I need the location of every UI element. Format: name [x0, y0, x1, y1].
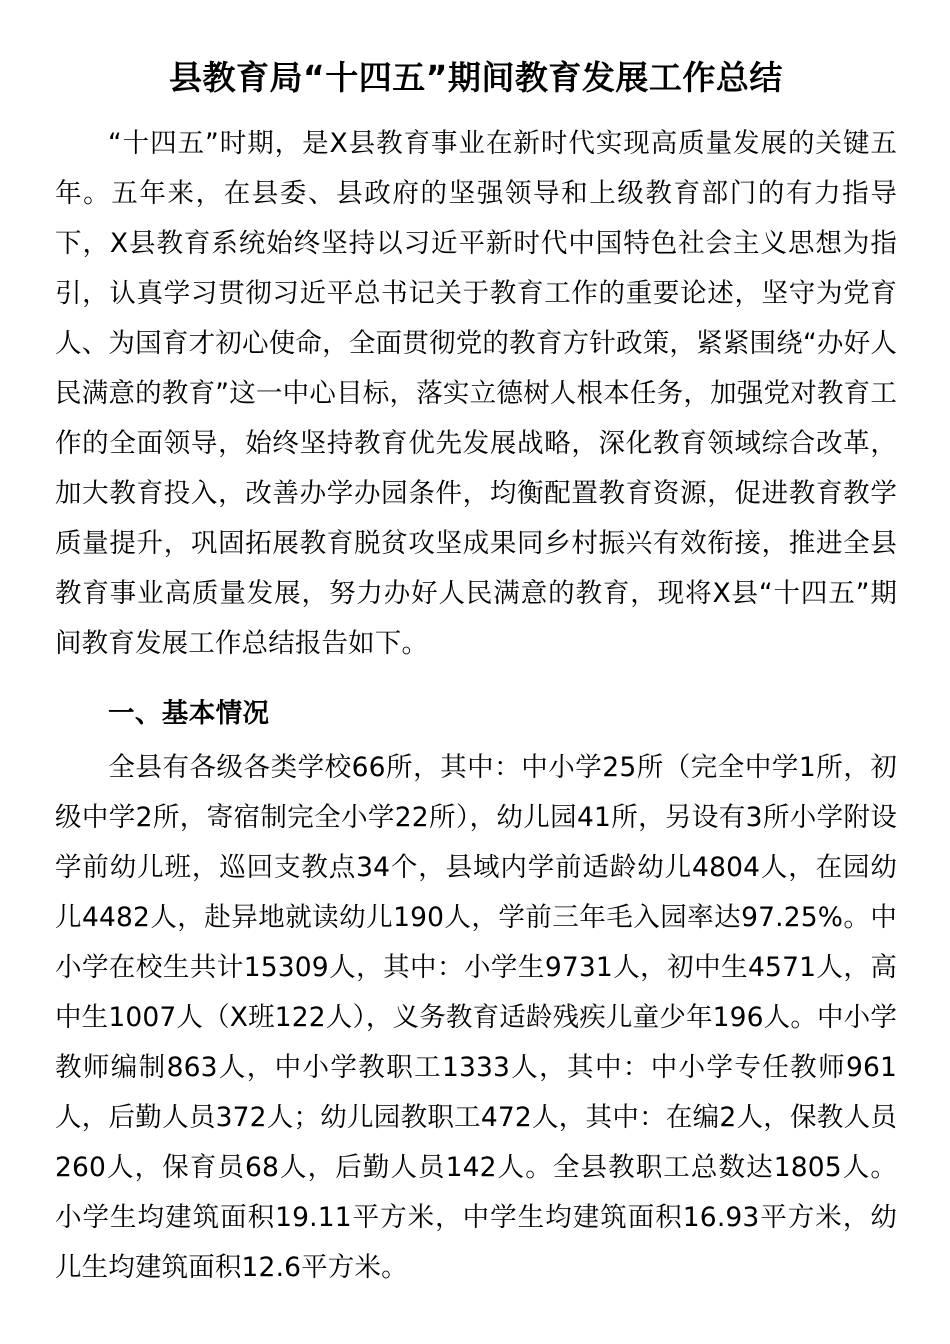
section-paragraph-basic-situation [55, 743, 897, 1293]
document-body [55, 0, 897, 1293]
section-paragraph-text: 全县有各级各类学校66所，其中：中小学25所（完全中学1所，初级中学2所，寄宿制完全小学22所），幼儿园41所，另设有3所小学附设学前幼儿班，巡回支教点34个，县域内学前适龄幼儿4804人，在园幼儿4482人，赴异地就读幼儿190人，学前三年毛入园率达97.25%。中小学在校生共计15309人，其中：小学生9731人，初中生4571人，高中生1007人（X班122人），义务教育适龄残疾儿童少年196人。中小学教师编制863人，中小学教职工1333人，其中：中小学专任教师961人，后勤人员372人；幼儿园教职工472人，其中：在编2人，保教人员260人，保育员68人，后勤人员142人。全县教职工总数达1805人。小学生均建筑面积19.11平方米，中学生均建筑面积16.93平方米，幼儿生均建筑面积12.6平方米。 [55, 752, 897, 1284]
intro-paragraph-text: “十四五”时期，是X县教育事业在新时代实现高质量发展的关键五年。五年来，在县委、县政府的坚强领导和上级教育部门的有力指导下，X县教育系统始终坚持以习近平新时代中国特色社会主义思想为指引，认真学习贯彻习近平总书记关于教育工作的重要论述，坚守为党育人、为国育才初心使命，全面贯彻党的教育方针政策，紧紧围绕“办好人民满意的教育”这一中心目标，落实立德树人根本任务，加强党对教育工作的全面领导，始终坚持教育优先发展战略，深化教育领域综合改革，加大教育投入，改善办学办园条件，均衡配置教育资源，促进教育教学质量提升，巩固拓展教育脱贫攻坚成果同乡村振兴有效衔接，推进全县教育事业高质量发展，努力办好人民满意的教育，现将X县“十四五”期间教育发展工作总结报告如下。 [55, 128, 897, 660]
section-heading-basic-situation [55, 689, 897, 739]
section-heading-text: 一、基本情况 [108, 698, 270, 730]
document-title: 县教育局“十四五”期间教育发展工作总结 [169, 58, 783, 97]
intro-paragraph [55, 119, 897, 669]
